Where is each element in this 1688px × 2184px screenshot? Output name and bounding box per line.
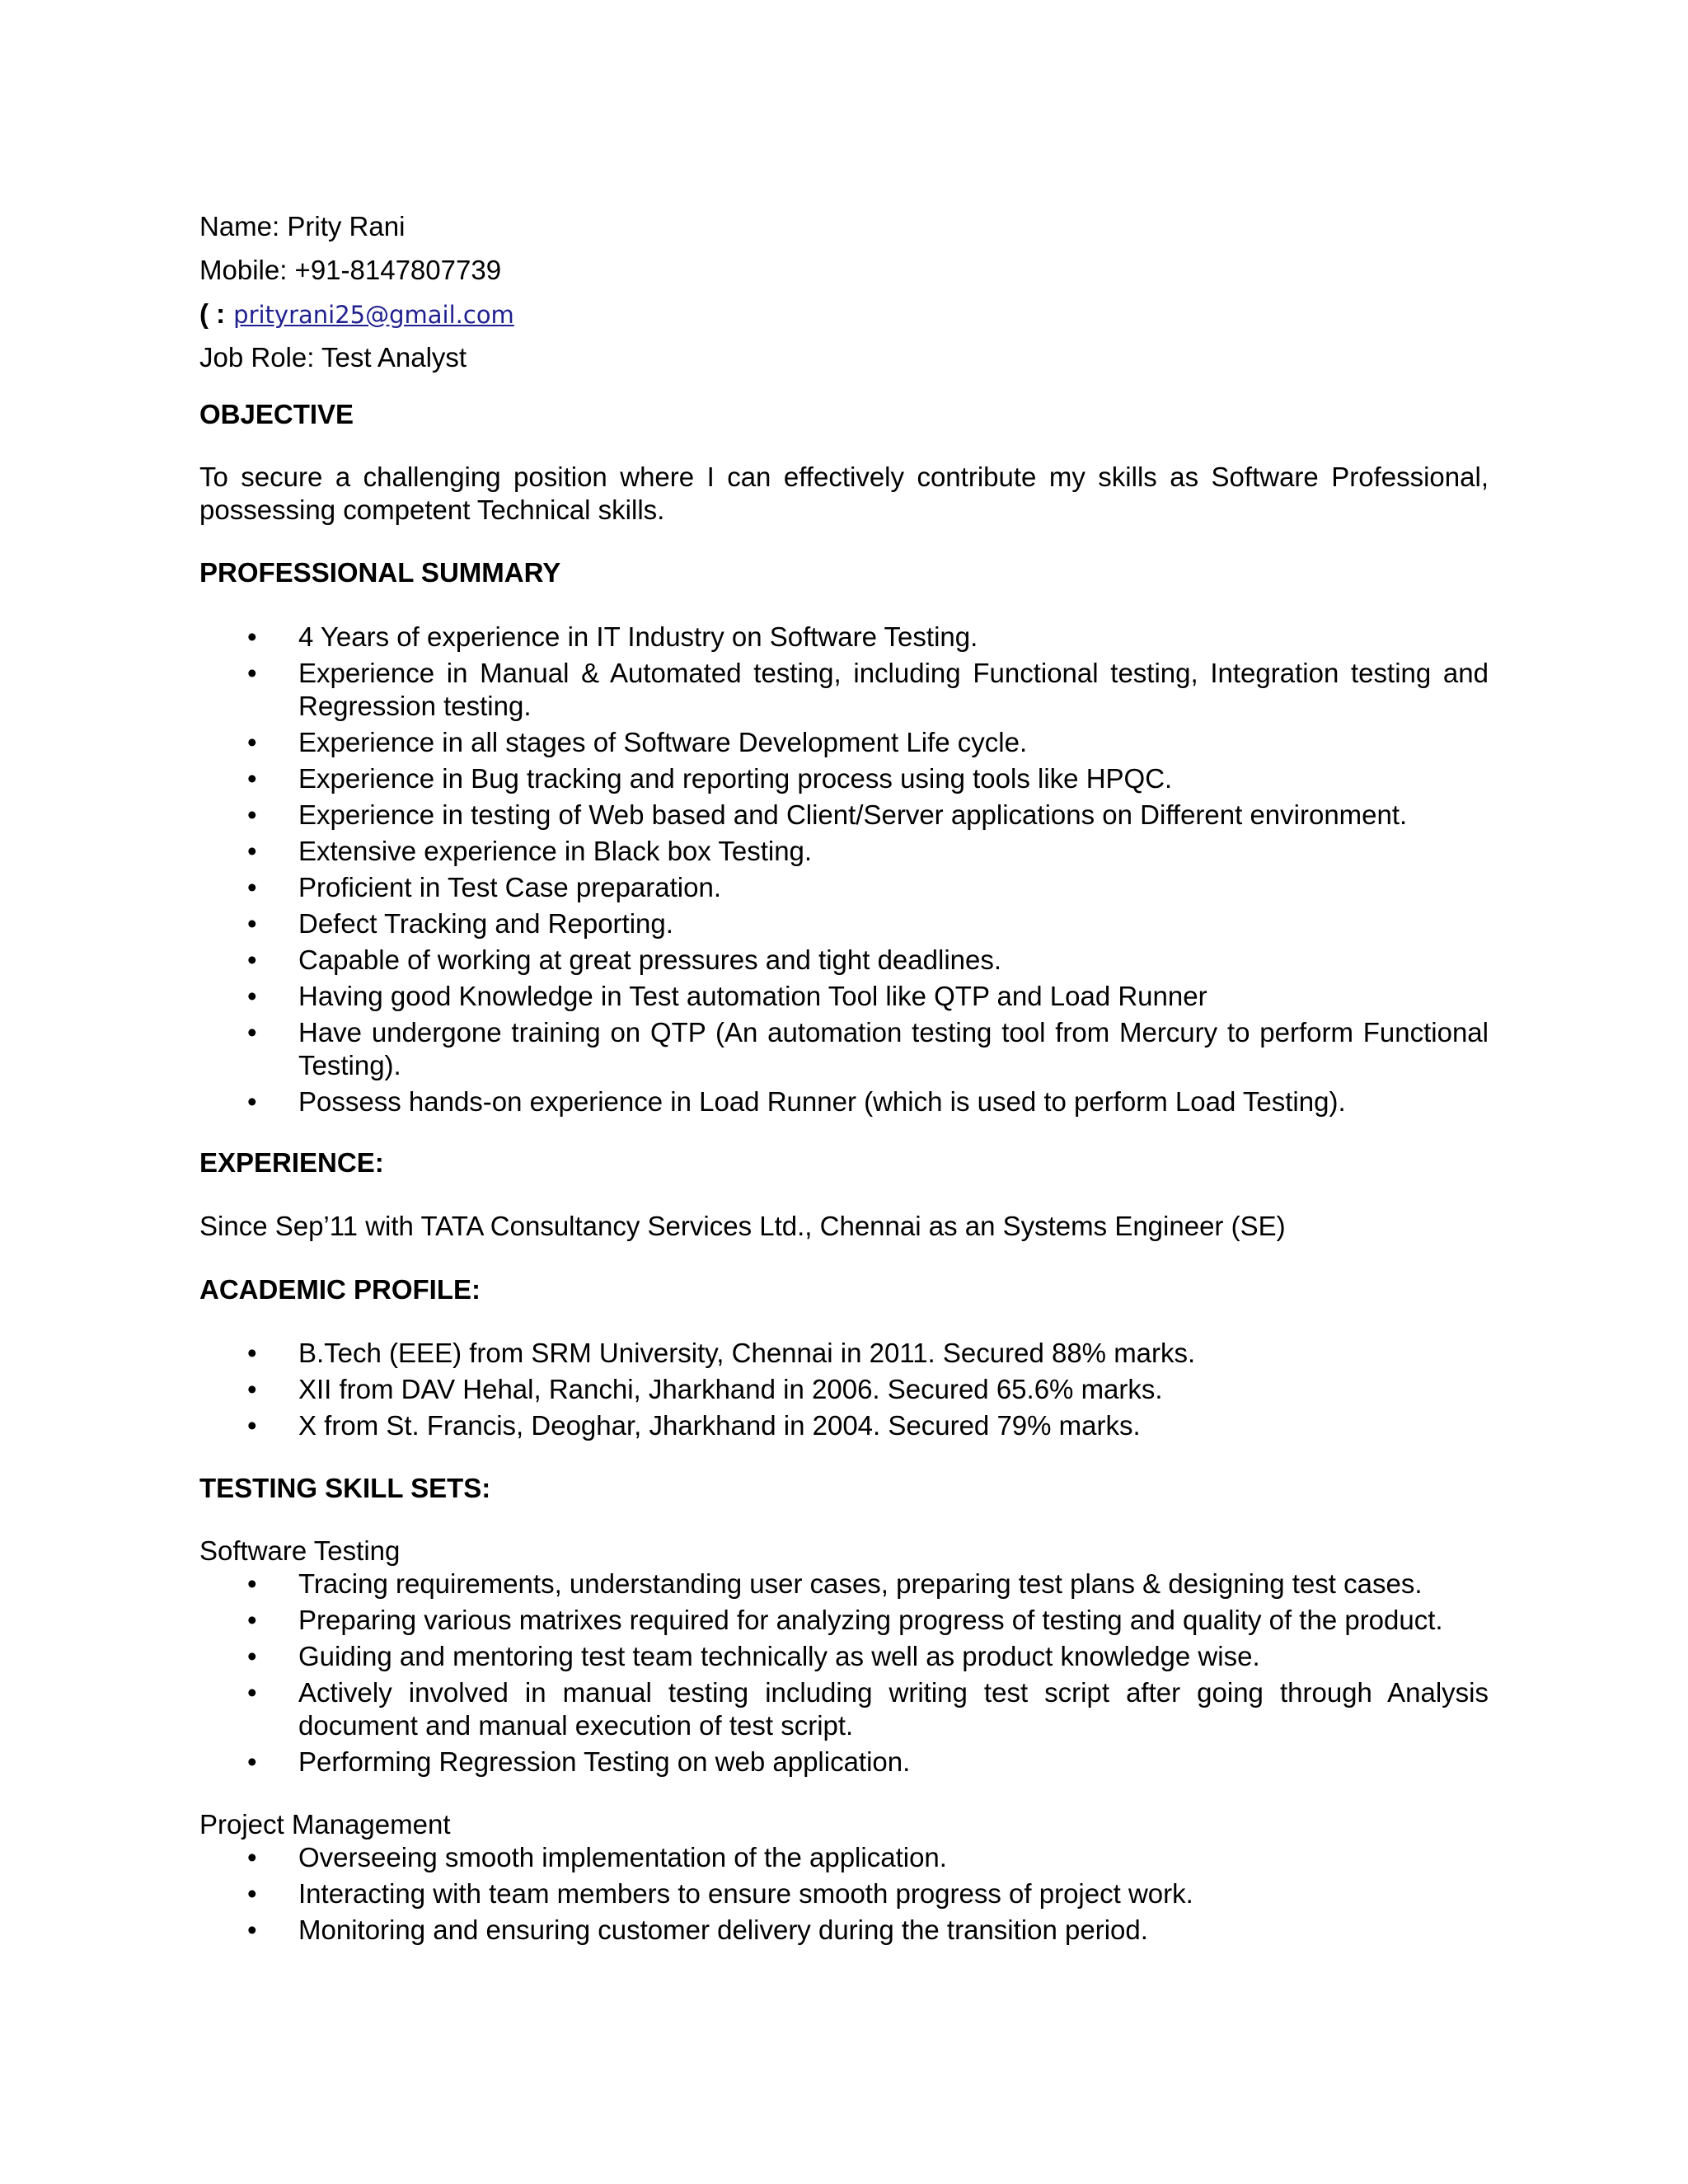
list-item: • Monitoring and ensuring customer delivery during the transition period. [199,1914,1489,1947]
list-item: • Actively involved in manual testing including writing test script after going through Analysis document and manual execution of test script. [199,1676,1489,1742]
list-item: • Having good Knowledge in Test automation Tool like QTP and Load Runner [199,980,1489,1013]
project-management-title: Project Management [199,1809,451,1840]
list-item: • Tracing requirements, understanding user cases, preparing test plans & designing test cases. [199,1568,1489,1601]
email-symbol: ( : [199,298,226,329]
list-item: • Extensive experience in Black box Testing. [199,835,1489,868]
software-testing-list [199,1568,1489,1779]
job-role-line: Job Role: Test Analyst [199,342,467,373]
list-item: • Defect Tracking and Reporting. [199,907,1489,940]
list-item: • Experience in Manual & Automated testing, including Functional testing, Integration testing and Regression testing. [199,657,1489,723]
list-item: • Performing Regression Testing on web application. [199,1746,1489,1779]
list-item: • Have undergone training on QTP (An automation testing tool from Mercury to perform Functional Testing). [199,1016,1489,1082]
list-item: • X from St. Francis, Deoghar, Jharkhand in 2004. Secured 79% marks. [199,1409,1489,1442]
mobile-line: Mobile: +91-8147807739 [199,255,502,285]
academic-list [199,1337,1489,1442]
objective-heading: OBJECTIVE [199,399,354,429]
list-item: • B.Tech (EEE) from SRM University, Chennai in 2011. Secured 88% marks. [199,1337,1489,1370]
software-testing-title: Software Testing [199,1535,401,1566]
academic-heading: ACADEMIC PROFILE: [199,1274,481,1305]
experience-text: Since Sep’11 with TATA Consultancy Services Ltd., Chennai as an Systems Engineer (SE) [199,1211,1286,1241]
list-item: • 4 Years of experience in IT Industry on Software Testing. [199,621,1489,654]
list-item: • Capable of working at great pressures and tight deadlines. [199,944,1489,977]
list-item: • Experience in Bug tracking and reporting process using tools like HPQC. [199,762,1489,795]
list-item: • Experience in all stages of Software Development Life cycle. [199,726,1489,759]
list-item: • Overseeing smooth implementation of the application. [199,1841,1489,1874]
summary-heading: PROFESSIONAL SUMMARY [199,557,561,588]
summary-list [199,621,1489,1118]
email-line [199,298,1489,341]
list-item: • Guiding and mentoring test team technically as well as product knowledge wise. [199,1640,1489,1673]
resume-document [199,210,1489,1950]
email-link[interactable]: prityrani25@gmail.com [233,301,514,329]
skills-heading: TESTING SKILL SETS: [199,1473,491,1503]
list-item: • Proficient in Test Case preparation. [199,871,1489,904]
list-item: • Possess hands-on experience in Load Runner (which is used to perform Load Testing). [199,1085,1489,1118]
experience-heading: EXPERIENCE: [199,1147,384,1178]
list-item: • Preparing various matrixes required for analyzing progress of testing and quality of the product. [199,1604,1489,1637]
list-item: • Interacting with team members to ensure smooth progress of project work. [199,1877,1489,1910]
project-management-list [199,1841,1489,1947]
contact-block [199,210,1489,385]
name-line: Name: Prity Rani [199,211,406,241]
list-item: • XII from DAV Hehal, Ranchi, Jharkhand in 2006. Secured 65.6% marks. [199,1373,1489,1406]
objective-text: To secure a challenging position where I can effectively contribute my skills as Software Professional, possessing competent Technical skills. [199,462,1489,525]
list-item: • Experience in testing of Web based and Client/Server applications on Different environment. [199,799,1489,832]
